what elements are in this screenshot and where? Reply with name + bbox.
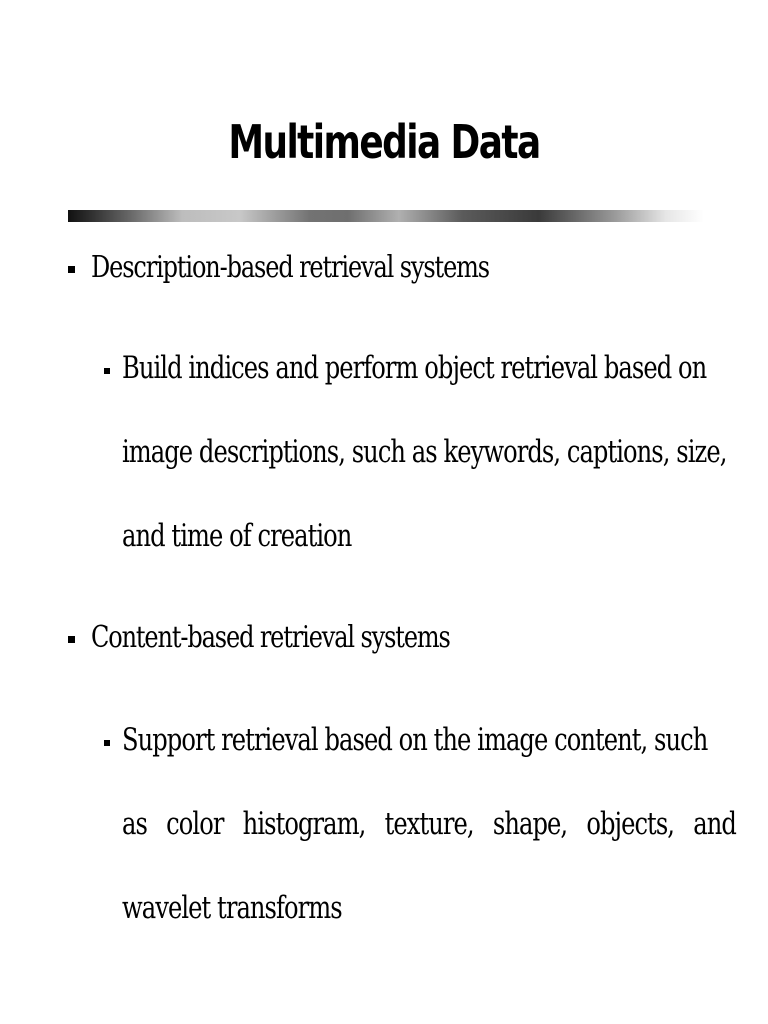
section-heading-content-based: Content-based retrieval systems: [91, 620, 450, 655]
slide-title: Multimedia Data: [228, 115, 540, 169]
section-heading-description-based: Description-based retrieval systems: [91, 250, 489, 285]
bullet-square-icon: [68, 636, 75, 643]
bullet-square-icon: [68, 266, 75, 273]
title-underline-bar: [68, 210, 704, 222]
detail-line-4: Support retrieval based on the image content, such: [122, 722, 708, 758]
detail-line-5: as color histogram, texture, shape, objects, and: [122, 806, 736, 842]
detail-line-3: and time of creation: [122, 518, 352, 554]
detail-line-6: wavelet transforms: [122, 890, 342, 926]
sub-bullet-square-icon: [104, 368, 110, 374]
sub-bullet-square-icon: [104, 740, 110, 746]
detail-line-2: image descriptions, such as keywords, captions, size,: [122, 434, 727, 470]
detail-line-1: Build indices and perform object retrieval based on: [122, 350, 707, 386]
